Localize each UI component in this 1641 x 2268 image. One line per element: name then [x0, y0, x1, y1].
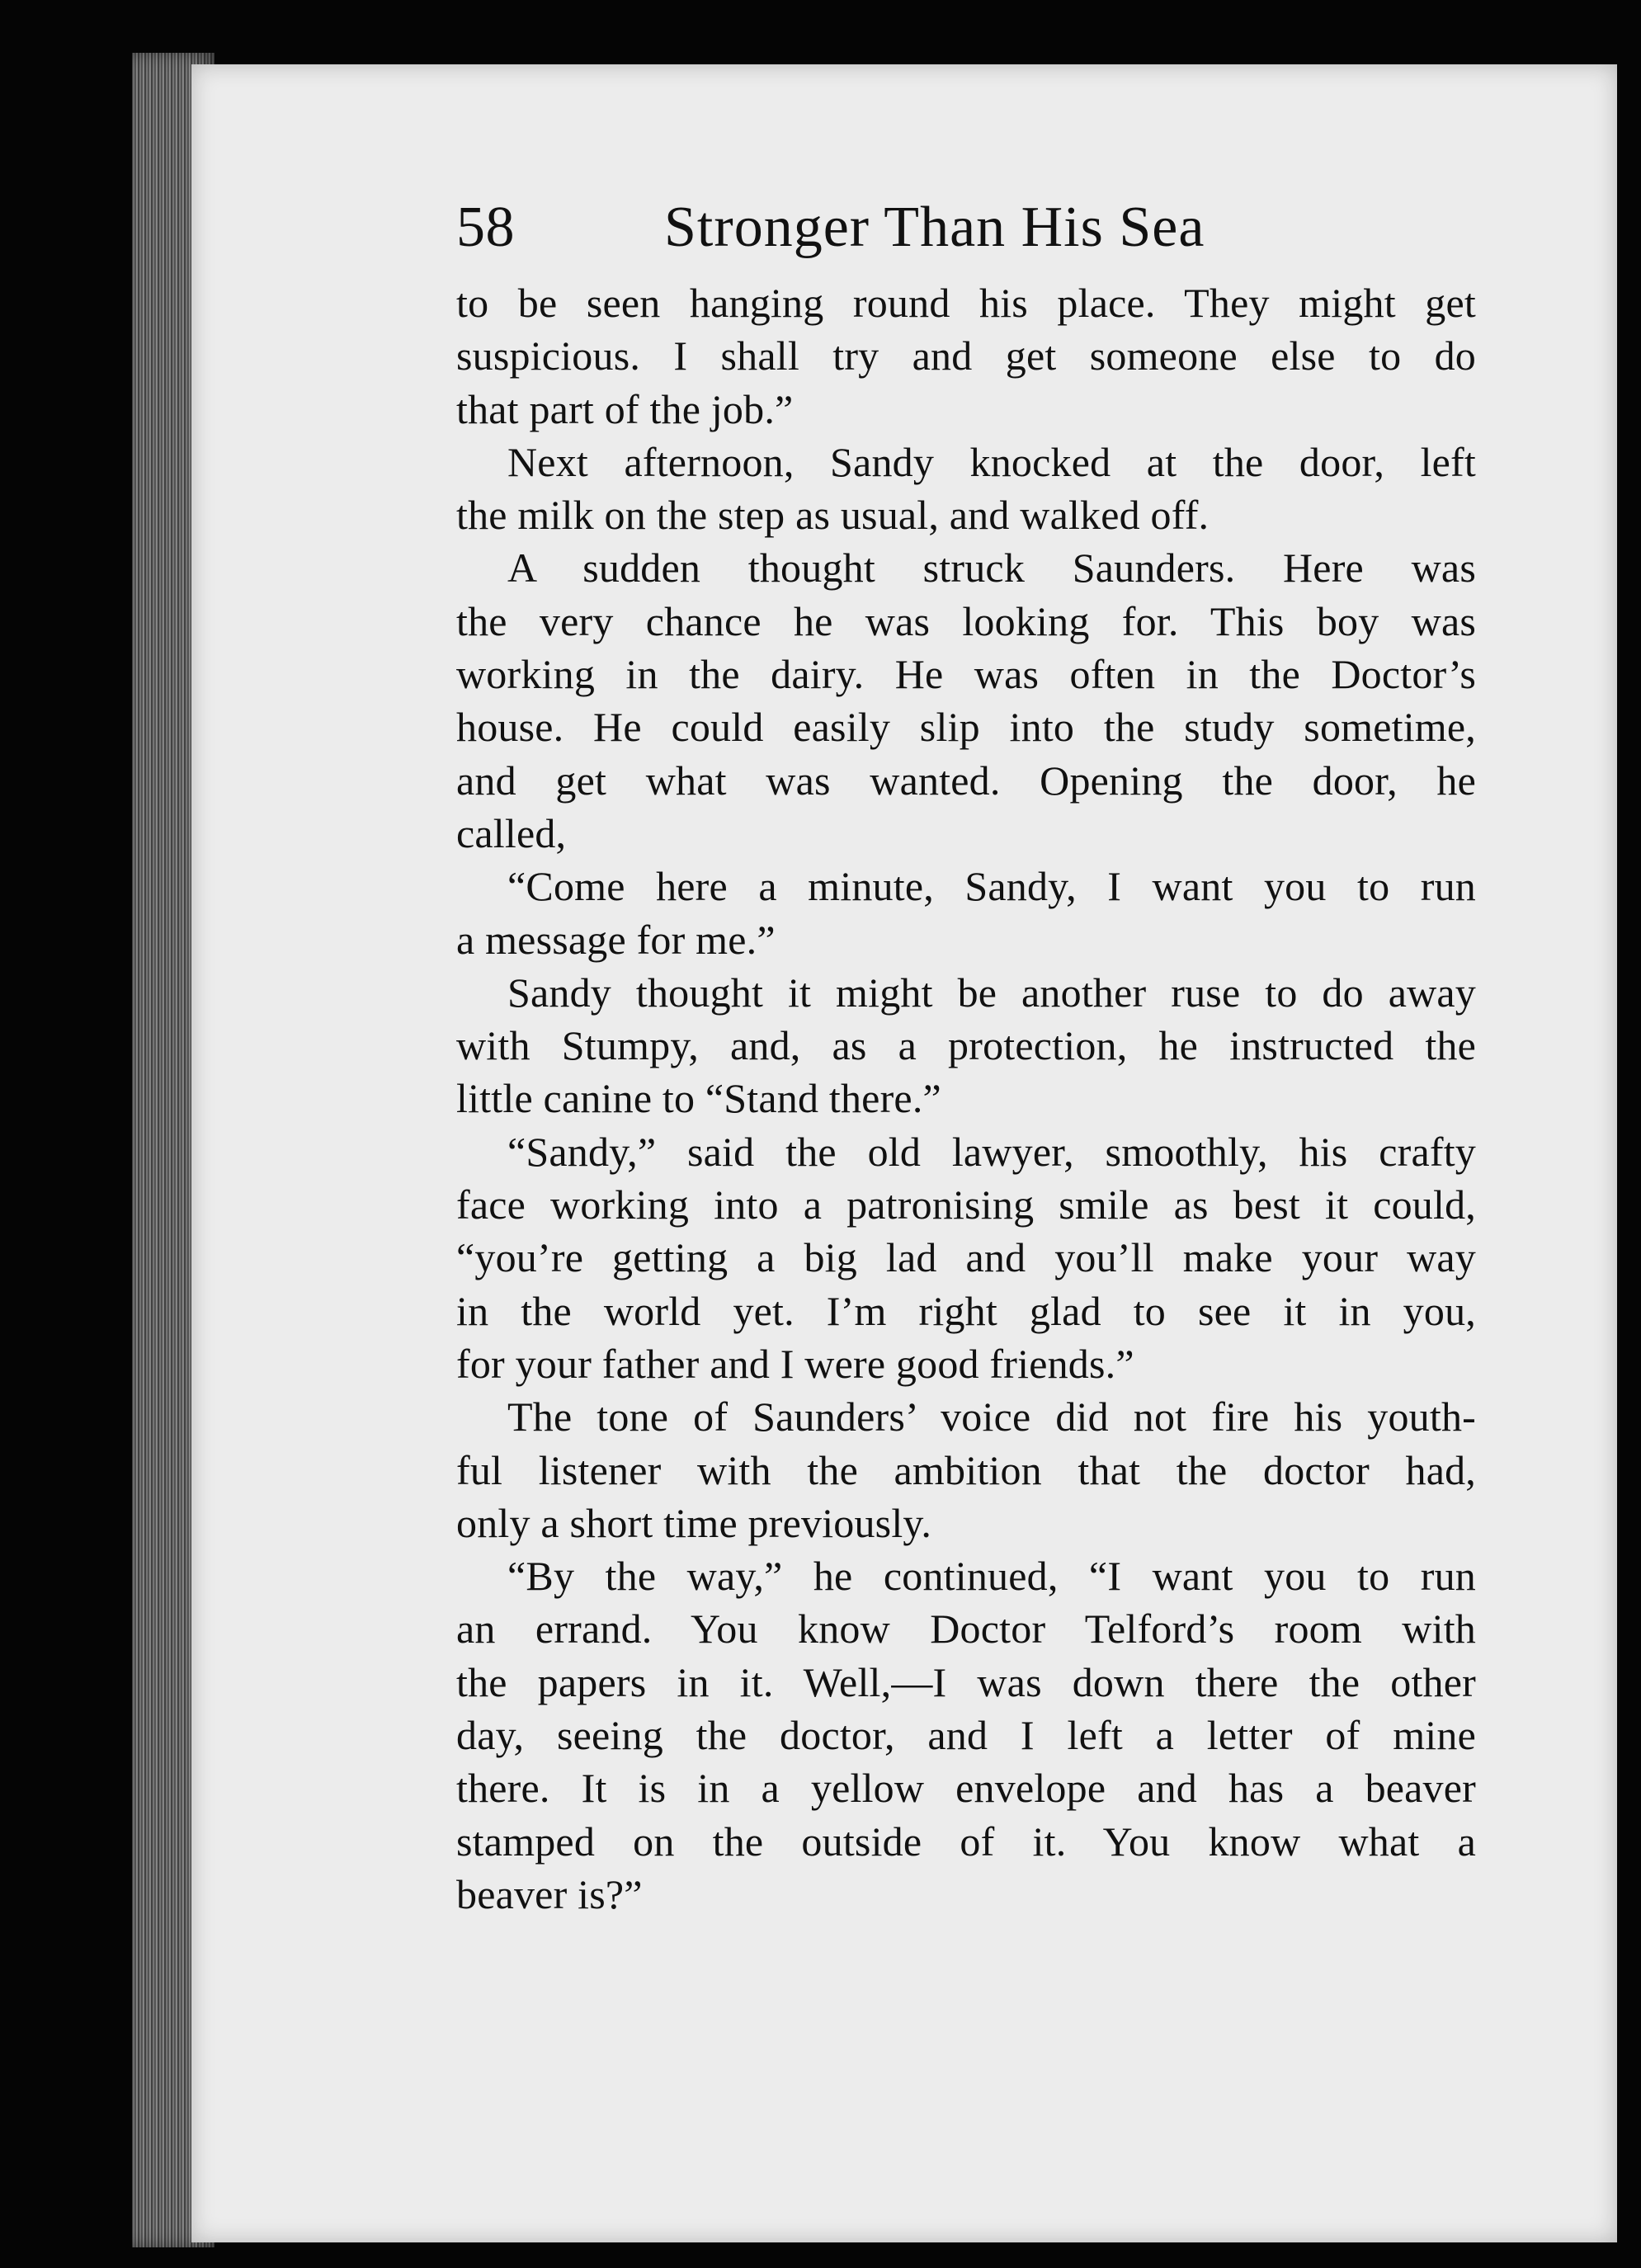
text-line: “Sandy,” said the old lawyer, smoothly, his crafty: [507, 1128, 1476, 1175]
text-line: day, seeing the doctor, and I left a letter of mine: [456, 1712, 1476, 1759]
text-line: in the world yet. I’m right glad to see it in you,: [456, 1287, 1476, 1334]
text-line: suspicious. I shall try and get someone else to do: [456, 332, 1476, 380]
text-line: little canine to “Stand there.”: [456, 1075, 941, 1122]
text-line: the very chance he was looking for. This boy was: [456, 597, 1476, 644]
text-line: with Stumpy, and, as a protection, he instructed the: [456, 1022, 1476, 1069]
text-line: only a short time previously.: [456, 1499, 932, 1546]
text-line: ful listener with the ambition that the doctor had,: [456, 1446, 1476, 1493]
running-head-title: Stronger Than His Sea: [664, 196, 1205, 259]
text-line: there. It is in a yellow envelope and has a beaver: [456, 1765, 1476, 1812]
text-line: called,: [456, 809, 567, 856]
text-line: “By the way,” he continued, “I want you to run: [507, 1553, 1476, 1600]
text-line: an errand. You know Doctor Telford’s room with: [456, 1606, 1476, 1653]
running-head: [456, 195, 1298, 261]
text-line: The tone of Saunders’ voice did not fire his youth-: [507, 1393, 1476, 1440]
text-line: stamped on the outside of it. You know what a: [456, 1818, 1476, 1865]
text-line: A sudden thought struck Saunders. Here was: [507, 545, 1476, 592]
page-number: 58: [456, 196, 515, 259]
text-line: house. He could easily slip into the study sometime,: [456, 704, 1476, 751]
text-line: Sandy thought it might be another ruse to do away: [507, 969, 1476, 1016]
text-line: for your father and I were good friends.”: [456, 1340, 1134, 1387]
text-line: to be seen hanging round his place. They might get: [456, 280, 1476, 326]
text-line: a message for me.”: [456, 916, 776, 963]
text-line: Next afternoon, Sandy knocked at the door, left: [507, 438, 1476, 485]
text-line: that part of the job.”: [456, 385, 794, 432]
text-line: and get what was wanted. Opening the door, he: [456, 757, 1476, 804]
text-line: the milk on the step as usual, and walked off.: [456, 492, 1210, 539]
text-line: the papers in it. Well,—I was down there the other: [456, 1658, 1476, 1705]
text-line: “you’re getting a big lad and you’ll make your way: [456, 1234, 1476, 1281]
text-line: “Come here a minute, Sandy, I want you to run: [507, 863, 1476, 910]
text-line: beaver is?”: [456, 1870, 643, 1917]
text-line: face working into a patronising smile as best it could,: [456, 1181, 1476, 1228]
page-text: [456, 276, 1476, 1921]
text-line: working in the dairy. He was often in the Doctor’s: [456, 651, 1476, 698]
